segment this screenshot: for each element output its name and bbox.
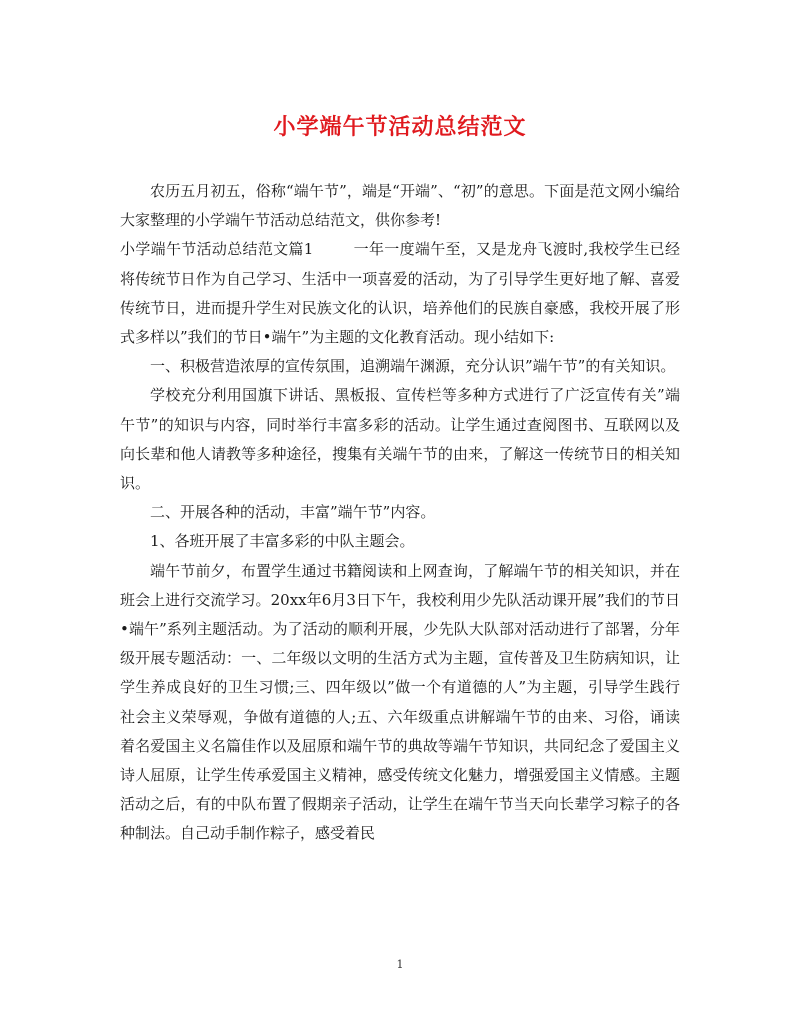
article-first-paragraph [120, 235, 680, 352]
subsection-one-body: 端午节前夕，布置学生通过书籍阅读和上网查询，了解端午节的相关知识，并在班会上进行交流学习。20xx年6月3日下午，我校利用少先队活动课开展”我们的节日•端午”系列主题活动。为了活动的顺利开展，少先队大队部对活动进行了部署，分年级开展专题活动：一、二年级以文明的生活方式为主题，宣传普及卫生防病知识，让学生养成良好的卫生习惯;三、四年级以”做一个有道德的人”为主题，引导学生践行社会主义荣辱观，争做有道德的人;五、六年级重点讲解端午节的由来、习俗，诵读着名爱国主义名篇佳作以及屈原和端午节的典故等端午节知识，共同纪念了爱国主义诗人屈原，让学生传承爱国主义精神，感受传统文化魅力，增强爱国主义情感。主题活动之后，有的中队布置了假期亲子活动，让学生在端午节当天向长辈学习粽子的各种制法。自己动手制作粽子，感受着民 [120, 561, 680, 843]
subsection-one-heading: 1、各班开展了丰富多彩的中队主题会。 [150, 532, 415, 551]
intro-paragraph: 农历五月初五，俗称“端午节”，端是“开端”、“初”的意思。下面是范文网小编给大家整理的小学端午节活动总结范文，供你参考! [120, 182, 680, 230]
section-one-body: 学校充分利用国旗下讲话、黑板报、宣传栏等多种方式进行了广泛宣传有关”端午节”的知识与内容，同时举行丰富多彩的活动。让学生通过查阅图书、互联网以及向长辈和他人请教等多种途径，搜集有关端午节的由来，了解这一传统节日的相关知识。 [120, 386, 680, 493]
article-first-paragraph-text: 一年一度端午至，又是龙舟飞渡时,我校学生已经将传统节日作为自己学习、生活中一项喜爱的活动，为了引导学生更好地了解、喜爱传统节日，进而提升学生对民族文化的认识，培养他们的民族自豪感，我校开展了形式多样以”我们的节日•端午”为主题的文化教育活动。现小结如下: [120, 240, 680, 347]
article-heading: 小学端午节活动总结范文篇1 [120, 240, 314, 259]
document-body [120, 177, 680, 849]
section-one-heading: 一、积极营造浓厚的宣传氛围，追溯端午渊源，充分认识”端午节”的有关知识。 [150, 357, 676, 376]
page-number: 1 [396, 958, 404, 971]
section-two-heading: 二、开展各种的活动，丰富”端午节”内容。 [150, 503, 436, 522]
document-title: 小学端午节活动总结范文 [273, 114, 527, 140]
